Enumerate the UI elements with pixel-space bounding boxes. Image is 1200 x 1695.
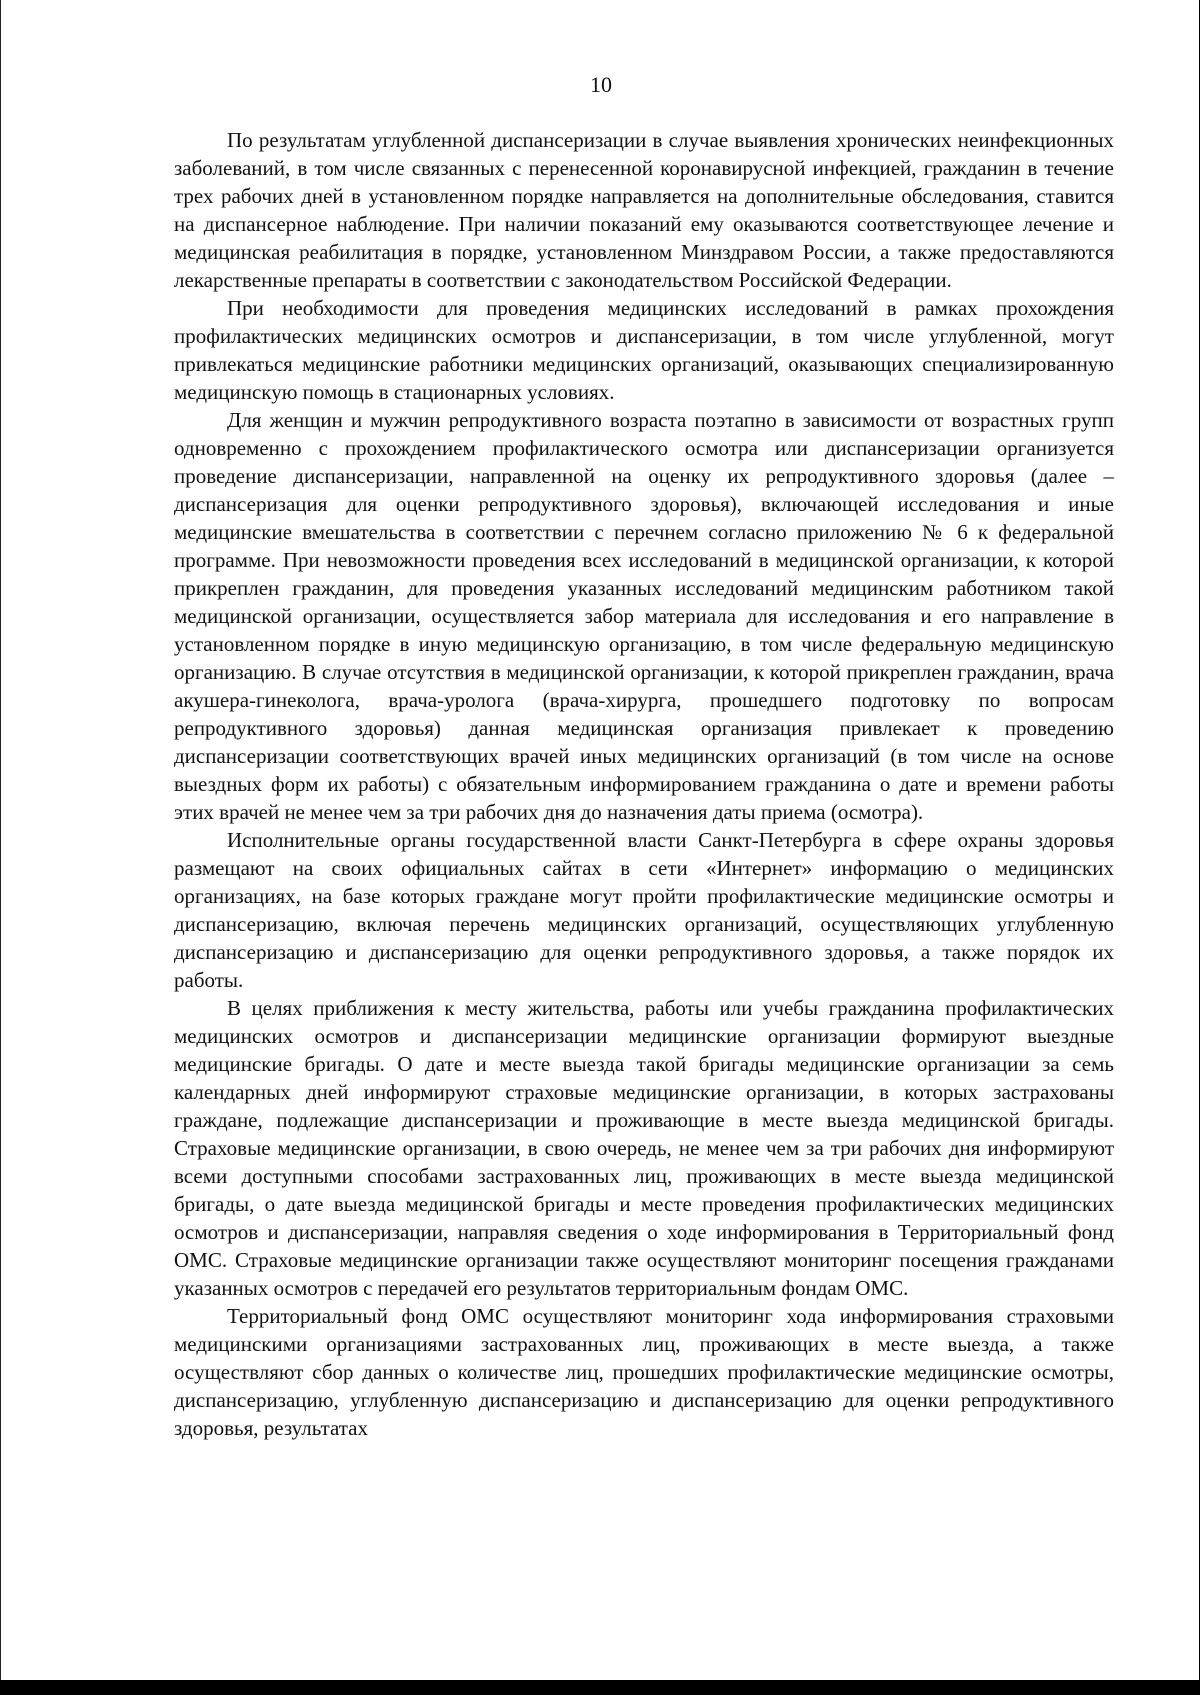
paragraph: При необходимости для проведения медицинских исследований в рамках прохождения профилактических медицинских осмотров и диспансеризации, в том числе углубленной, могут привлекаться медицинские работники медицинских организаций, оказывающих специализированную медицинскую помощь в стационарных условиях. [174,296,1114,404]
paragraph: Исполнительные органы государственной власти Санкт-Петербурга в сфере охраны здоровья размещают на своих официальных сайтах в сети «Интернет» информацию о медицинских организациях, на базе которых граждане могут пройти профилактические медицинские осмотры и диспансеризацию, включая перечень медицинских организаций, осуществляющих углубленную диспансеризацию и диспансеризацию для оценки репродуктивного здоровья, а также порядок их работы. [174,828,1114,992]
paragraph: Территориальный фонд ОМС осуществляют мониторинг хода информирования страховыми медицинскими организациями застрахованных лиц, проживающих в месте выезда, а также осуществляют сбор данных о количестве лиц, прошедших профилактические медицинские осмотры, диспансеризацию, углубленную диспансеризацию и диспансеризацию для оценки репродуктивного здоровья, результатах [174,1304,1114,1440]
paragraph: По результатам углубленной диспансеризации в случае выявления хронических неинфекционных заболеваний, в том числе связанных с перенесенной коронавирусной инфекцией, гражданин в течение трех рабочих дней в установленном порядке направляется на дополнительные обследования, ставится на диспансерное наблюдение. При наличии показаний ему оказываются соответствующее лечение и медицинская реабилитация в порядке, установленном Минздравом России, а также предоставляются лекарственные препараты в соответствии с законодательством Российской Федерации. [174,128,1114,292]
scan-border [0,1680,1200,1695]
paragraph: Для женщин и мужчин репродуктивного возраста поэтапно в зависимости от возрастных групп одновременно с прохождением профилактического осмотра или диспансеризации организуется проведение диспансеризации, направленной на оценку их репродуктивного здоровья (далее – диспансеризация для оценки репродуктивного здоровья), включающей исследования и иные медицинские вмешательства в соответствии с перечнем согласно приложению № 6 к федеральной программе. При невозможности проведения всех исследований в медицинской организации, к которой прикреплен гражданин, для проведения указанных исследований медицинским работником такой медицинской организации, осуществляется забор материала для исследования и его направление в установленном порядке в иную медицинскую организацию, в том числе федеральную медицинскую организацию. В случае отсутствия в медицинской организации, к которой прикреплен гражданин, врача акушера-гинеколога, врача-уролога (врача-хирурга, прошедшего подготовку по вопросам репродуктивного здоровья) данная медицинская организация привлекает к проведению диспансеризации соответствующих врачей иных медицинских организаций (в том числе на основе выездных форм их работы) с обязательным информированием гражданина о дате и времени работы этих врачей не менее чем за три рабочих дня до назначения даты приема (осмотра). [174,408,1114,824]
document-body [174,126,1114,1442]
page-number: 10 [590,72,612,97]
paragraph: В целях приближения к месту жительства, работы или учебы гражданина профилактических медицинских осмотров и диспансеризации медицинские организации формируют выездные медицинские бригады. О дате и месте выезда такой бригады медицинские организации за семь календарных дней информируют страховые медицинские организации, в которых застрахованы граждане, подлежащие диспансеризации и проживающие в месте выезда медицинской бригады. Страховые медицинские организации, в свою очередь, не менее чем за три рабочих дня информируют всеми доступными способами застрахованных лиц, проживающих в месте выезда медицинской бригады, о дате выезда медицинской бригады и месте проведения профилактических медицинских осмотров и диспансеризации, направляя сведения о ходе информирования в Территориальный фонд ОМС. Страховые медицинские организации также осуществляют мониторинг посещения гражданами указанных осмотров с передачей его результатов территориальным фондам ОМС. [174,996,1114,1300]
